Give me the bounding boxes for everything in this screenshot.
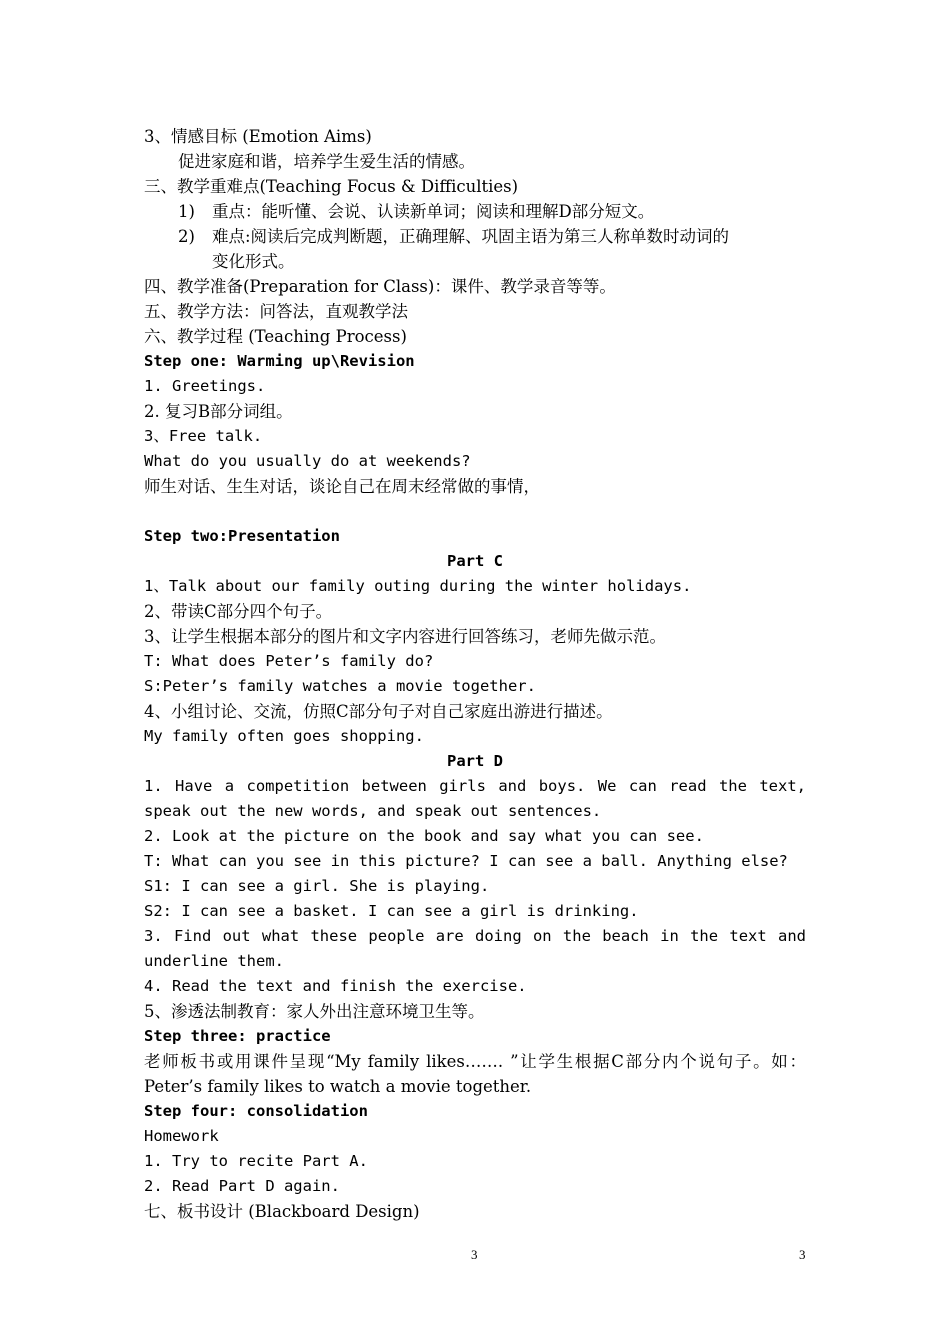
part-c-student-answer: S:Peter’s family watches a movie together. <box>144 677 536 695</box>
part-d-student-1: S1: I can see a girl. She is playing. <box>144 877 490 895</box>
part-d-heading: Part D <box>447 752 503 770</box>
part-c-item-2: 2、带读C部分四个句子。 <box>144 602 333 621</box>
step-one-question: What do you usually do at weekends? <box>144 452 471 470</box>
section-process-heading: 六、教学过程 (Teaching Process) <box>144 327 407 346</box>
step-one-item-3: 3、Free talk. <box>144 427 263 445</box>
focus-item-1-text: 重点：能听懂、会说、认读新单词；阅读和理解D部分短文。 <box>212 202 655 221</box>
page-number-right: 3 <box>799 1247 806 1262</box>
homework-item-2: 2. Read Part D again. <box>144 1177 340 1195</box>
section-focus-heading: 三、教学重难点(Teaching Focus & Difficulties) <box>144 177 519 196</box>
section-blackboard-design: 七、板书设计 (Blackboard Design) <box>144 1202 420 1221</box>
part-d-item-5: 5、渗透法制教育：家人外出注意环境卫生等。 <box>144 1002 485 1021</box>
part-c-item-4: 4、小组讨论、交流，仿照C部分句子对自己家庭出游进行描述。 <box>144 702 613 721</box>
part-d-item-4: 4. Read the text and finish the exercise. <box>144 977 527 995</box>
step-four-heading: Step four: consolidation <box>144 1102 368 1120</box>
part-d-teacher-question: T: What can you see in this picture? I can see a ball. Anything else? <box>144 852 788 870</box>
focus-item-2-text-cont: 变化形式。 <box>212 252 295 271</box>
section-preparation: 四、教学准备(Preparation for Class)：课件、教学录音等等。 <box>144 277 616 296</box>
focus-item-1-number: 1) <box>178 202 195 221</box>
focus-item-2-number: 2) <box>178 227 195 246</box>
page-number-center: 3 <box>471 1247 478 1262</box>
part-d-item-1: 1. Have a competition between girls and boys. We can read the text, speak out the new words, and speak out sentences. <box>144 777 806 820</box>
step-one-item-2: 2. 复习B部分词组。 <box>144 402 293 421</box>
part-c-item-1: 1、Talk about our family outing during the winter holidays. <box>144 577 692 595</box>
part-d-student-2: S2: I can see a basket. I can see a girl is drinking. <box>144 902 639 920</box>
step-three-text: 老师板书或用课件呈现“My family likes……. ”让学生根据C部分内个说句子。如：Peter’s family likes to watch a movie together. <box>144 1052 806 1096</box>
step-one-heading: Step one: Warming up\Revision <box>144 352 415 370</box>
homework-label: Homework <box>144 1127 219 1145</box>
part-c-heading: Part C <box>447 552 503 570</box>
step-two-heading: Step two:Presentation <box>144 527 340 545</box>
step-one-dialogue-note: 师生对话、生生对话，谈论自己在周末经常做的事情， <box>144 477 540 496</box>
section-methods: 五、教学方法：问答法，直观教学法 <box>144 302 408 321</box>
part-c-item-3: 3、让学生根据本部分的图片和文字内容进行回答练习，老师先做示范。 <box>144 627 666 646</box>
focus-item-2-text: 难点:阅读后完成判断题，正确理解、巩固主语为第三人称单数时动词的 <box>212 227 730 246</box>
part-d-item-3: 3. Find out what these people are doing on the beach in the text and underline them. <box>144 927 806 970</box>
part-c-example: My family often goes shopping. <box>144 727 424 745</box>
step-three-heading: Step three: practice <box>144 1027 331 1045</box>
section-emotion-aims-heading: 3、情感目标 (Emotion Aims) <box>144 127 372 146</box>
part-c-teacher-question: T: What does Peter’s family do? <box>144 652 434 670</box>
part-d-item-2: 2. Look at the picture on the book and say what you can see. <box>144 827 704 845</box>
homework-item-1: 1. Try to recite Part A. <box>144 1152 368 1170</box>
step-one-item-1: 1. Greetings. <box>144 377 266 395</box>
emotion-aims-text: 促进家庭和谐，培养学生爱生活的情感。 <box>178 152 475 171</box>
